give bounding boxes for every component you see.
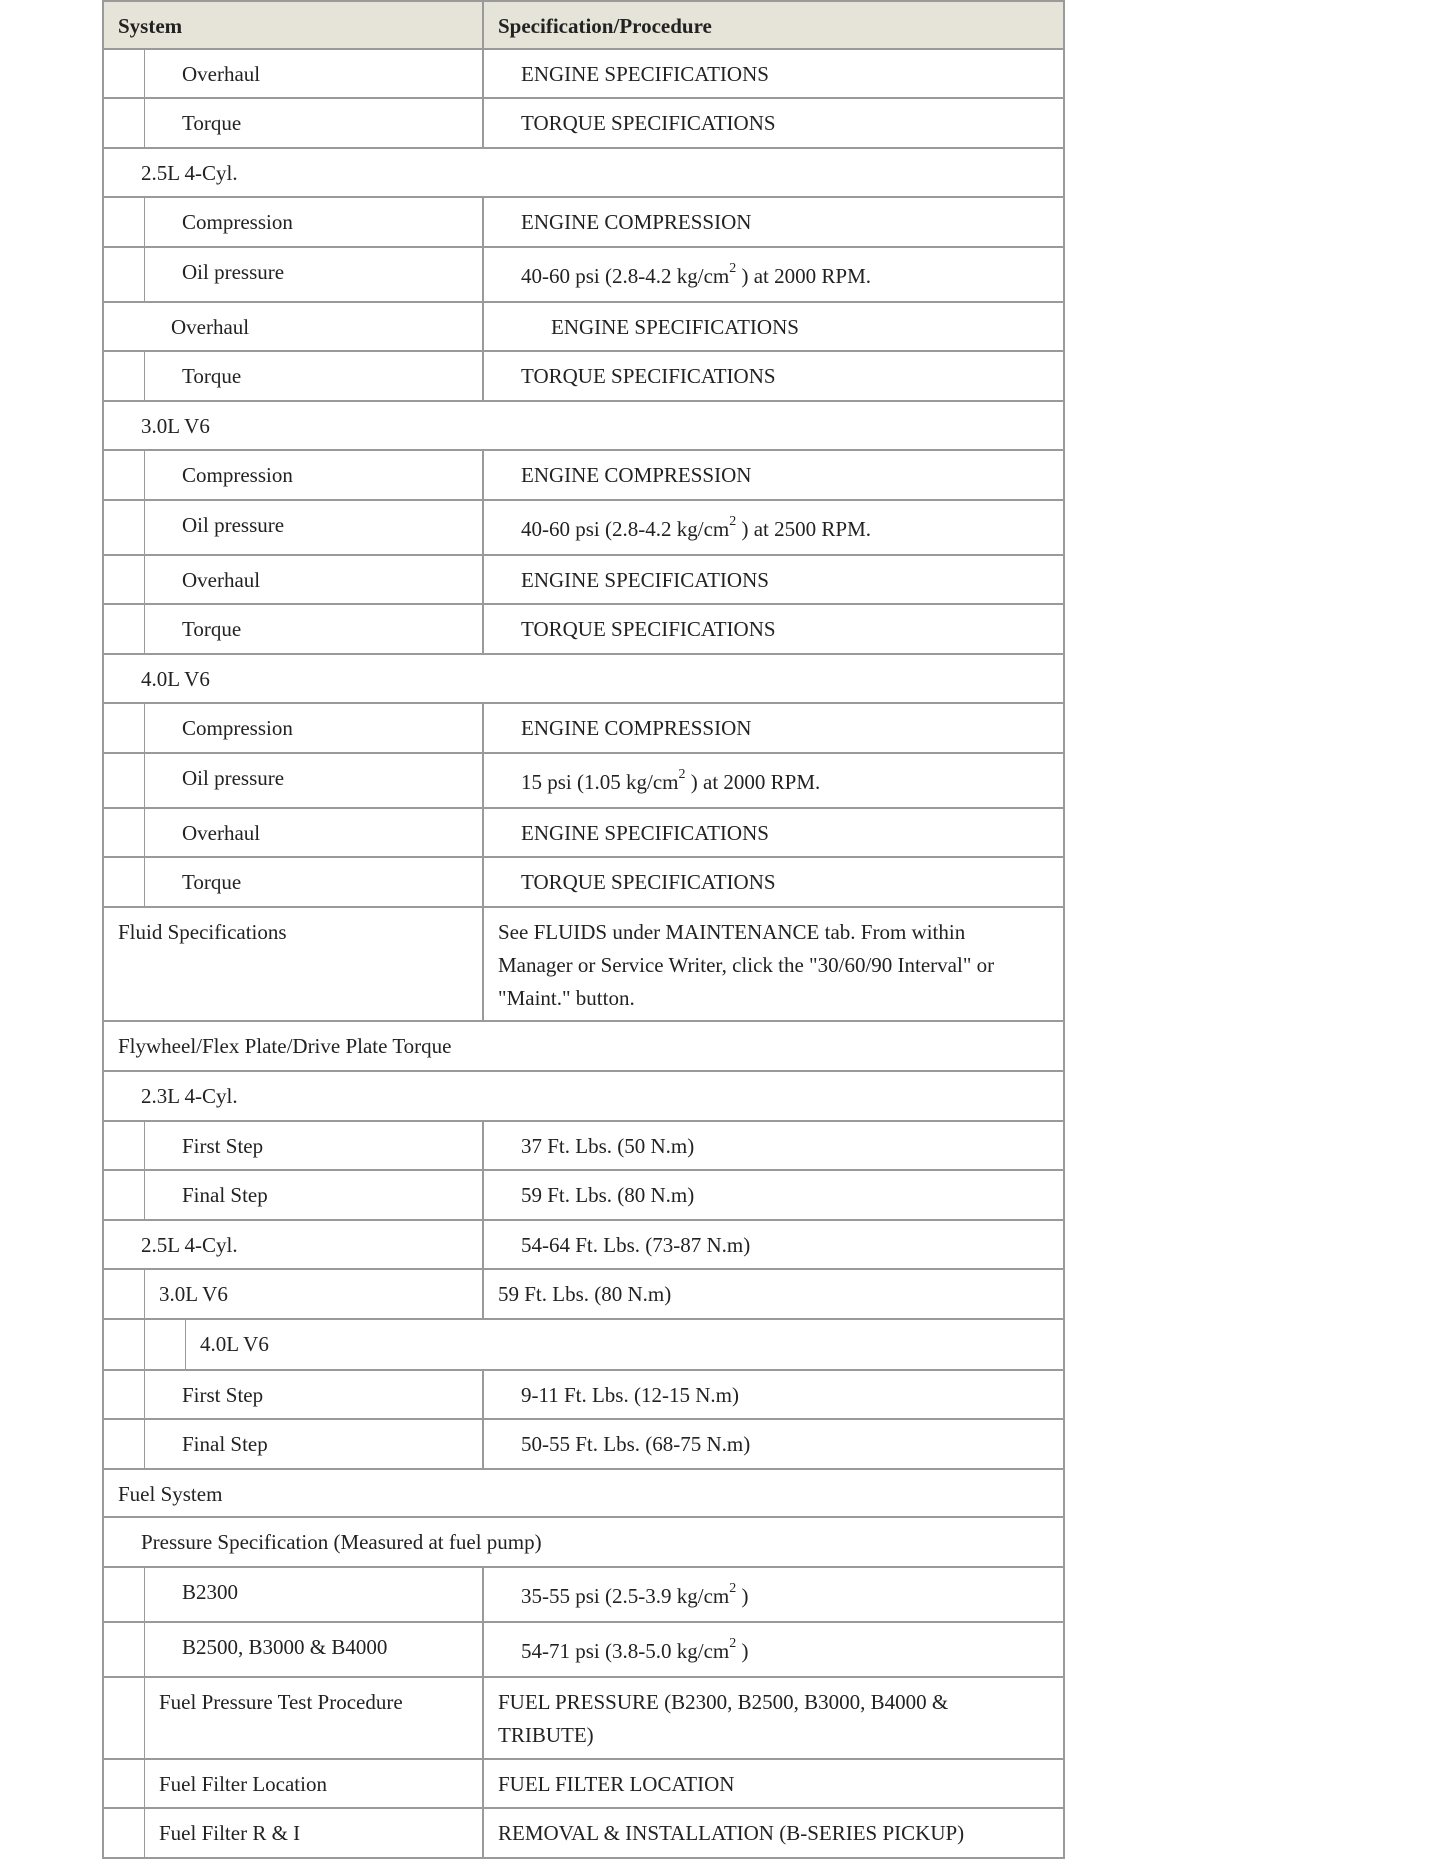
- row-label: 2.3L 4-Cyl.: [141, 1084, 238, 1108]
- row-spec: See FLUIDS under MAINTENANCE tab. From within Manager or Service Writer, click the "30/60/90 Interval" or "Maint." button.: [498, 920, 995, 1010]
- table-row: [102, 1022, 1065, 1072]
- row-spec: TORQUE SPECIFICATIONS: [521, 364, 776, 388]
- table-row: [102, 1072, 1065, 1122]
- table-row: [102, 809, 1065, 858]
- row-label: First Step: [182, 1383, 264, 1407]
- header-system: System: [118, 14, 183, 38]
- row-spec: ENGINE COMPRESSION: [521, 463, 752, 487]
- row-label: Overhaul: [171, 315, 250, 339]
- row-label: 2.5L 4-Cyl.: [141, 161, 238, 185]
- table-row: [102, 1371, 1065, 1420]
- row-label: 2.5L 4-Cyl.: [141, 1233, 238, 1257]
- row-label: 3.0L V6: [141, 414, 210, 438]
- table-row: [102, 352, 1065, 402]
- row-label: Fuel Pressure Test Procedure: [159, 1690, 403, 1714]
- table-row: [102, 198, 1065, 248]
- row-spec: TORQUE SPECIFICATIONS: [521, 870, 776, 894]
- row-spec: 50-55 Ft. Lbs. (68-75 N.m): [521, 1432, 751, 1456]
- table-row: [102, 303, 1065, 352]
- row-spec: 40-60 psi (2.8-4.2 $kg/cm^2$ ) at 2500 RPM.: [521, 514, 871, 541]
- row-label: Fuel Filter R & I: [159, 1821, 301, 1845]
- row-label: 3.0L V6: [159, 1282, 228, 1306]
- row-label: Flywheel/Flex Plate/Drive Plate Torque: [118, 1034, 452, 1058]
- row-spec: 37 Ft. Lbs. (50 N.m): [521, 1134, 695, 1158]
- table-row: [102, 1760, 1065, 1809]
- table-row: [102, 1171, 1065, 1221]
- row-label: Torque: [182, 111, 242, 135]
- row-label: Oil pressure: [182, 260, 285, 284]
- table-row: [102, 1623, 1065, 1678]
- table-row: [102, 858, 1065, 908]
- table-row: [102, 1470, 1065, 1518]
- row-label: Torque: [182, 617, 242, 641]
- row-spec: ENGINE SPECIFICATIONS: [521, 821, 769, 845]
- row-label: Torque: [182, 364, 242, 388]
- row-spec: TORQUE SPECIFICATIONS: [521, 111, 776, 135]
- table-row: [102, 50, 1065, 99]
- row-spec: ENGINE COMPRESSION: [521, 716, 752, 740]
- table-row: [102, 1270, 1065, 1320]
- table-row: [102, 605, 1065, 655]
- row-spec: 15 psi (1.05 $kg/cm^2$ ) at 2000 RPM.: [521, 767, 821, 794]
- table-row: [102, 1420, 1065, 1470]
- row-label: B2500, B3000 & B4000: [182, 1635, 388, 1659]
- row-spec: 59 Ft. Lbs. (80 N.m): [521, 1183, 695, 1207]
- row-label: Final Step: [182, 1183, 268, 1207]
- row-spec: ENGINE SPECIFICATIONS: [521, 568, 769, 592]
- row-label: Overhaul: [182, 62, 261, 86]
- row-spec: 54-71 psi (3.8-5.0 $kg/cm^2$ ): [521, 1636, 749, 1663]
- row-label: Torque: [182, 870, 242, 894]
- table-row: [102, 556, 1065, 605]
- row-label: Oil pressure: [182, 766, 285, 790]
- table-row: [102, 1221, 1065, 1270]
- row-label: Final Step: [182, 1432, 268, 1456]
- table-row: [102, 655, 1065, 704]
- table-row: [102, 149, 1065, 198]
- row-label: 4.0L V6: [200, 1332, 269, 1356]
- table-row: [102, 501, 1065, 556]
- row-spec: ENGINE SPECIFICATIONS: [551, 315, 799, 339]
- table-row: [102, 402, 1065, 451]
- table-row: [102, 1320, 1065, 1371]
- row-spec: ENGINE SPECIFICATIONS: [521, 62, 769, 86]
- row-spec: 9-11 Ft. Lbs. (12-15 N.m): [521, 1383, 739, 1407]
- row-label: Fuel Filter Location: [159, 1772, 327, 1796]
- row-label: Oil pressure: [182, 513, 285, 537]
- row-label: B2300: [182, 1580, 239, 1604]
- row-label: Pressure Specification (Measured at fuel pump): [141, 1530, 542, 1554]
- row-spec: FUEL FILTER LOCATION: [498, 1772, 735, 1796]
- row-label: Compression: [182, 210, 293, 234]
- table-row: [102, 754, 1065, 809]
- table-row: [102, 1678, 1065, 1760]
- row-label: Overhaul: [182, 568, 261, 592]
- row-spec: TORQUE SPECIFICATIONS: [521, 617, 776, 641]
- row-label: Compression: [182, 716, 293, 740]
- header-spec: Specification/Procedure: [498, 14, 712, 38]
- row-spec: 59 Ft. Lbs. (80 N.m): [498, 1282, 672, 1306]
- table-row: [102, 1809, 1065, 1859]
- table-row: [102, 1518, 1065, 1568]
- row-spec: FUEL PRESSURE (B2300, B2500, B3000, B4000 & TRIBUTE): [498, 1690, 949, 1747]
- table-row: [102, 908, 1065, 1022]
- row-label: Fuel System: [118, 1482, 223, 1506]
- row-label: Compression: [182, 463, 293, 487]
- row-spec: 40-60 psi (2.8-4.2 $kg/cm^2$ ) at 2000 RPM.: [521, 261, 871, 288]
- row-spec: ENGINE COMPRESSION: [521, 210, 752, 234]
- row-spec: 54-64 Ft. Lbs. (73-87 N.m): [521, 1233, 751, 1257]
- row-spec: REMOVAL & INSTALLATION (B-SERIES PICKUP): [498, 1821, 965, 1845]
- table-row: [102, 99, 1065, 149]
- table-header-row: [102, 0, 1065, 50]
- row-label: First Step: [182, 1134, 264, 1158]
- table-row: [102, 1568, 1065, 1623]
- row-label: 4.0L V6: [141, 667, 210, 691]
- table-row: [102, 451, 1065, 501]
- table-row: [102, 704, 1065, 754]
- table-row: [102, 248, 1065, 303]
- row-spec: 35-55 psi (2.5-3.9 $kg/cm^2$ ): [521, 1581, 749, 1608]
- row-label: Overhaul: [182, 821, 261, 845]
- row-label: Fluid Specifications: [118, 920, 287, 944]
- table-row: [102, 1122, 1065, 1171]
